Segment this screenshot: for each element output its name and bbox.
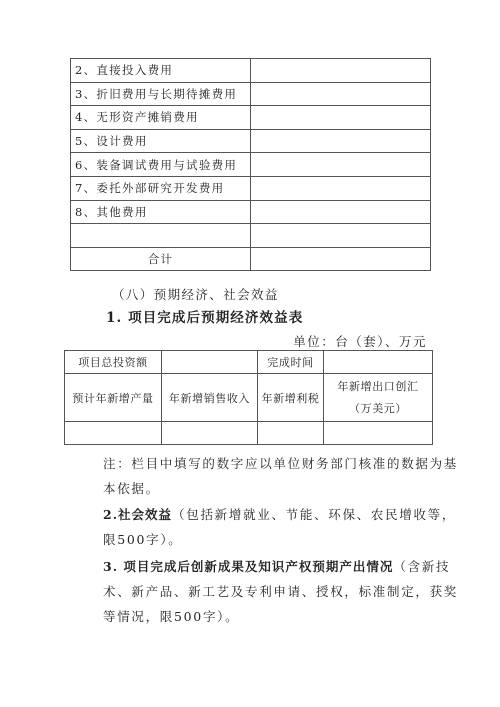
cost-item-value[interactable] <box>251 153 431 177</box>
table-row <box>71 82 431 106</box>
total-label: 合计 <box>71 247 251 271</box>
table-row <box>71 129 431 153</box>
cost-item-label: 6、装备调试费用与试验费用 <box>71 153 251 177</box>
new-sales-value[interactable] <box>162 422 258 445</box>
cost-item-value[interactable] <box>251 200 431 224</box>
table-row <box>71 176 431 200</box>
section-heading: （八）预期经济、社会效益 <box>112 287 279 302</box>
new-export-label-line1: 年新增出口创汇 <box>337 379 419 393</box>
table-row <box>71 59 431 83</box>
social-benefit-text: （包括新增就业、节能、环保、农民增收等，限500字）。 <box>103 507 457 547</box>
unit-label: 单位：台（套）、万元 <box>293 334 427 349</box>
total-investment-value[interactable] <box>162 351 258 374</box>
cost-item-label <box>71 224 251 248</box>
table-row <box>71 224 431 248</box>
new-profit-label: 年新增利税 <box>258 374 324 422</box>
new-output-value[interactable] <box>65 422 162 445</box>
cost-item-value[interactable] <box>251 224 431 248</box>
new-export-value[interactable] <box>324 422 433 445</box>
note-paragraph: 注：栏目中填写的数字应以单位财务部门核准的数据为基本依据。 <box>103 456 459 496</box>
table-row <box>65 422 433 445</box>
econ-table-title: 1. 项目完成后预期经济效益表 <box>106 310 304 326</box>
cost-item-label: 7、委托外部研究开发费用 <box>71 176 251 200</box>
table-row <box>65 374 433 422</box>
new-output-label: 预计年新增产量 <box>65 374 162 422</box>
new-export-label-line2: （万美元） <box>349 401 407 415</box>
cost-table <box>70 58 431 271</box>
new-profit-value[interactable] <box>258 422 324 445</box>
cost-item-value[interactable] <box>251 129 431 153</box>
new-sales-label: 年新增销售收入 <box>162 374 258 422</box>
cost-item-label: 5、设计费用 <box>71 129 251 153</box>
innovation-text: （含新技术、新产品、新工艺及专利申请、授权，标准制定，获奖等情况，限500字）。 <box>103 559 459 624</box>
total-investment-label: 项目总投资额 <box>65 351 162 374</box>
total-row <box>71 247 431 271</box>
cost-item-label: 3、折旧费用与长期待摊费用 <box>71 82 251 106</box>
innovation-label: 3. 项目完成后创新成果及知识产权预期产出情况 <box>103 559 394 574</box>
cost-item-value[interactable] <box>251 82 431 106</box>
cost-item-value[interactable] <box>251 59 431 83</box>
completion-time-label: 完成时间 <box>258 351 324 374</box>
new-export-label <box>324 374 433 422</box>
innovation-paragraph <box>75 554 463 629</box>
cost-item-value[interactable] <box>251 176 431 200</box>
completion-time-value[interactable] <box>324 351 433 374</box>
table-row <box>71 106 431 130</box>
cost-item-value[interactable] <box>251 106 431 130</box>
social-benefit-label: 2.社会效益 <box>103 507 173 522</box>
cost-item-label: 4、无形资产摊销费用 <box>71 106 251 130</box>
economic-benefit-table <box>64 350 433 445</box>
cost-item-label: 8、其他费用 <box>71 200 251 224</box>
table-row <box>71 200 431 224</box>
total-value[interactable] <box>251 247 431 271</box>
cost-item-label: 2、直接投入费用 <box>71 59 251 83</box>
table-row <box>65 351 433 374</box>
table-row <box>71 153 431 177</box>
social-benefit-paragraph <box>75 502 463 552</box>
